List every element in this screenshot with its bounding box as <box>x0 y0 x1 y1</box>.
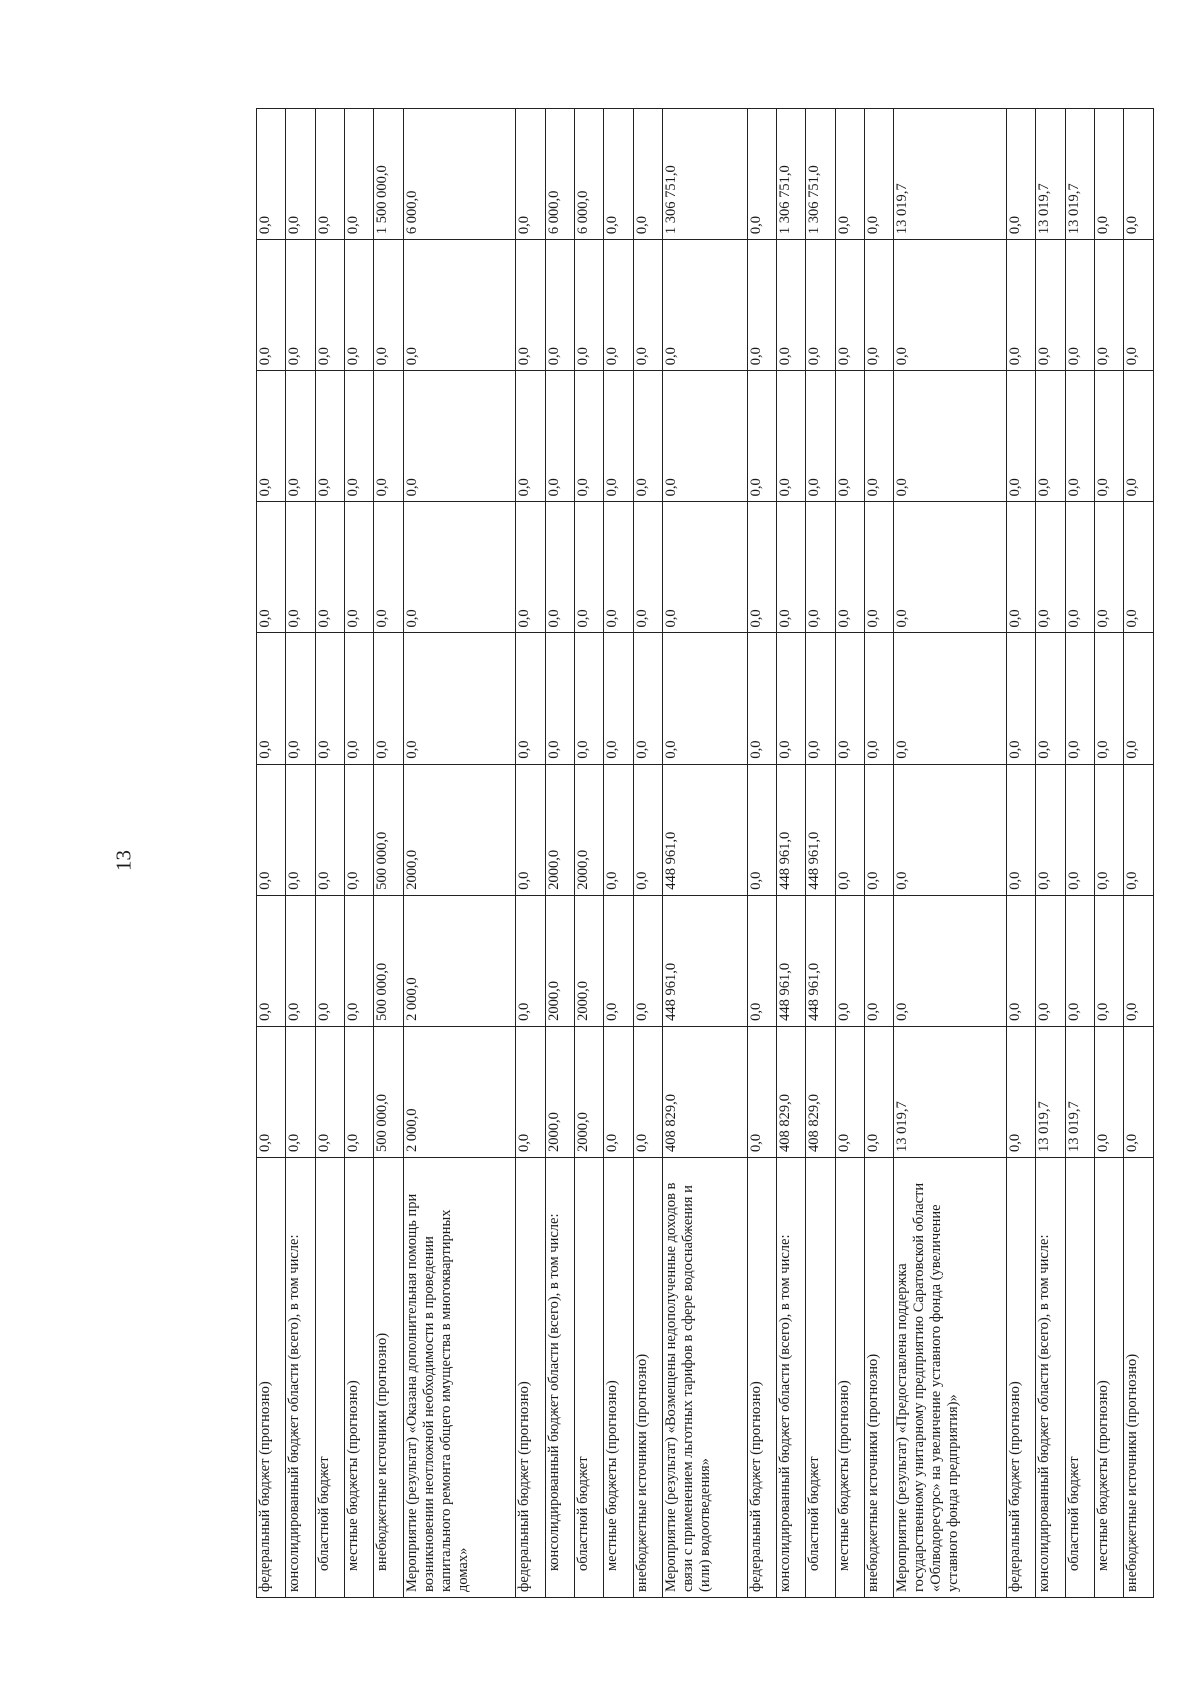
table-cell-value: 0,0 <box>286 1026 315 1157</box>
table-row <box>604 109 633 1598</box>
table-cell-value: 0,0 <box>315 109 344 240</box>
table-cell-value: 0,0 <box>315 502 344 633</box>
table-cell-value: 0,0 <box>374 502 403 633</box>
table-row <box>1095 109 1124 1598</box>
table-cell-value: 6 000,0 <box>403 109 516 240</box>
table-cell-value: 0,0 <box>1065 895 1094 1026</box>
table-row <box>315 109 344 1598</box>
table-cell-value: 0,0 <box>574 633 603 764</box>
table-cell-value: 0,0 <box>604 1026 633 1157</box>
table-cell-value: 0,0 <box>633 502 662 633</box>
table-cell-value: 1 306 751,0 <box>806 109 835 240</box>
table-row <box>257 109 286 1598</box>
table-cell-value: 0,0 <box>516 764 545 895</box>
table-cell-value: 0,0 <box>1036 764 1065 895</box>
table-row <box>662 109 747 1598</box>
table-cell-value: 0,0 <box>835 240 864 371</box>
table-cell-value: 448 961,0 <box>662 895 747 1026</box>
table-cell-value: 0,0 <box>574 502 603 633</box>
row-label: местные бюджеты (прогнозно) <box>835 1158 864 1598</box>
table-cell-value: 0,0 <box>1007 240 1036 371</box>
budget-table-wrapper <box>256 108 1154 1598</box>
table-cell-value: 408 829,0 <box>806 1026 835 1157</box>
table-cell-value: 0,0 <box>1095 502 1124 633</box>
table-cell-value: 0,0 <box>806 371 835 502</box>
table-cell-value: 0,0 <box>257 895 286 1026</box>
table-cell-value: 0,0 <box>1124 109 1154 240</box>
table-cell-value: 0,0 <box>1007 1026 1036 1157</box>
table-cell-value: 0,0 <box>604 633 633 764</box>
table-cell-value: 0,0 <box>516 502 545 633</box>
table-cell-value: 0,0 <box>604 240 633 371</box>
table-cell-value: 0,0 <box>1124 502 1154 633</box>
row-label: внебюджетные источники (прогнозно) <box>865 1158 894 1598</box>
table-cell-value: 0,0 <box>806 240 835 371</box>
table-cell-value: 2000,0 <box>574 895 603 1026</box>
table-cell-value: 0,0 <box>345 502 374 633</box>
table-cell-value: 0,0 <box>894 633 1007 764</box>
table-cell-value: 0,0 <box>1095 895 1124 1026</box>
table-cell-value: 13 019,7 <box>1065 1026 1094 1157</box>
table-cell-value: 0,0 <box>662 240 747 371</box>
table-cell-value: 0,0 <box>403 502 516 633</box>
table-cell-value: 0,0 <box>1095 633 1124 764</box>
table-cell-value: 0,0 <box>662 633 747 764</box>
table-cell-value: 0,0 <box>257 240 286 371</box>
row-label: местные бюджеты (прогнозно) <box>345 1158 374 1598</box>
table-cell-value: 0,0 <box>286 109 315 240</box>
table-row <box>1036 109 1065 1598</box>
table-cell-value: 0,0 <box>865 764 894 895</box>
row-label: внебюджетные источники (прогнозно) <box>1124 1158 1154 1598</box>
table-row <box>545 109 574 1598</box>
table-row <box>835 109 864 1598</box>
table-cell-value: 0,0 <box>1007 633 1036 764</box>
table-cell-value: 0,0 <box>835 502 864 633</box>
table-cell-value: 0,0 <box>1124 764 1154 895</box>
table-cell-value: 0,0 <box>604 895 633 1026</box>
table-cell-value: 0,0 <box>374 633 403 764</box>
table-row <box>777 109 806 1598</box>
table-cell-value: 0,0 <box>1095 764 1124 895</box>
table-cell-value: 0,0 <box>1007 502 1036 633</box>
table-cell-value: 0,0 <box>747 895 776 1026</box>
table-row <box>574 109 603 1598</box>
table-cell-value: 0,0 <box>286 633 315 764</box>
table-cell-value: 0,0 <box>516 240 545 371</box>
table-cell-value: 0,0 <box>633 1026 662 1157</box>
table-cell-value: 0,0 <box>1095 371 1124 502</box>
table-cell-value: 0,0 <box>315 895 344 1026</box>
table-cell-value: 408 829,0 <box>777 1026 806 1157</box>
table-cell-value: 2 000,0 <box>403 895 516 1026</box>
table-cell-value: 2 000,0 <box>403 1026 516 1157</box>
table-cell-value: 0,0 <box>345 109 374 240</box>
table-cell-value: 0,0 <box>315 240 344 371</box>
table-cell-value: 500 000,0 <box>374 895 403 1026</box>
table-cell-value: 0,0 <box>257 1026 286 1157</box>
table-cell-value: 0,0 <box>633 764 662 895</box>
table-cell-value: 0,0 <box>1095 240 1124 371</box>
table-cell-value: 500 000,0 <box>374 764 403 895</box>
table-cell-value: 0,0 <box>1124 1026 1154 1157</box>
table-cell-value: 0,0 <box>257 371 286 502</box>
page-number: 13 <box>111 850 136 871</box>
row-label: федеральный бюджет (прогнозно) <box>747 1158 776 1598</box>
table-cell-value: 0,0 <box>345 764 374 895</box>
table-row <box>374 109 403 1598</box>
table-cell-value: 0,0 <box>545 371 574 502</box>
row-label: внебюджетные источники (прогнозно) <box>374 1158 403 1598</box>
table-cell-value: 2000,0 <box>574 1026 603 1157</box>
table-cell-value: 0,0 <box>403 240 516 371</box>
table-row <box>1065 109 1094 1598</box>
table-cell-value: 0,0 <box>662 502 747 633</box>
table-cell-value: 0,0 <box>257 633 286 764</box>
table-row <box>633 109 662 1598</box>
table-cell-value: 0,0 <box>1124 371 1154 502</box>
table-cell-value: 6 000,0 <box>545 109 574 240</box>
table-cell-value: 0,0 <box>1007 895 1036 1026</box>
table-cell-value: 0,0 <box>574 371 603 502</box>
table-cell-value: 0,0 <box>835 371 864 502</box>
table-cell-value: 448 961,0 <box>777 764 806 895</box>
row-label: областной бюджет <box>574 1158 603 1598</box>
table-cell-value: 13 019,7 <box>894 109 1007 240</box>
table-cell-value: 448 961,0 <box>662 764 747 895</box>
table-cell-value: 2000,0 <box>403 764 516 895</box>
table-cell-value: 0,0 <box>777 240 806 371</box>
table-cell-value: 0,0 <box>1036 371 1065 502</box>
table-cell-value: 0,0 <box>894 502 1007 633</box>
table-cell-value: 0,0 <box>516 633 545 764</box>
table-cell-value: 0,0 <box>1095 1026 1124 1157</box>
table-row <box>1124 109 1154 1598</box>
table-cell-value: 0,0 <box>545 240 574 371</box>
table-cell-value: 0,0 <box>777 371 806 502</box>
table-cell-value: 0,0 <box>806 633 835 764</box>
table-cell-value: 0,0 <box>516 895 545 1026</box>
row-label: Мероприятие (результат) «Оказана дополнительная помощь при возникновении неотложной необходимости в проведении капитального ремонта общего имущества в многоквартирных домах» <box>403 1158 516 1598</box>
row-label: консолидированный бюджет области (всего), в том числе: <box>1036 1158 1065 1598</box>
table-cell-value: 0,0 <box>777 502 806 633</box>
table-cell-value: 0,0 <box>286 895 315 1026</box>
table-cell-value: 0,0 <box>403 633 516 764</box>
table-cell-value: 0,0 <box>1065 371 1094 502</box>
table-cell-value: 0,0 <box>865 371 894 502</box>
table-cell-value: 0,0 <box>1007 109 1036 240</box>
table-cell-value: 0,0 <box>865 502 894 633</box>
table-cell-value: 0,0 <box>1065 633 1094 764</box>
table-cell-value: 0,0 <box>286 240 315 371</box>
table-cell-value: 0,0 <box>1007 764 1036 895</box>
table-cell-value: 0,0 <box>894 371 1007 502</box>
table-cell-value: 0,0 <box>286 764 315 895</box>
table-cell-value: 0,0 <box>545 502 574 633</box>
table-cell-value: 0,0 <box>865 1026 894 1157</box>
table-cell-value: 0,0 <box>835 895 864 1026</box>
table-row <box>806 109 835 1598</box>
row-label: внебюджетные источники (прогнозно) <box>633 1158 662 1598</box>
table-cell-value: 2000,0 <box>545 895 574 1026</box>
table-cell-value: 0,0 <box>806 502 835 633</box>
table-row <box>403 109 516 1598</box>
table-cell-value: 0,0 <box>835 109 864 240</box>
table-cell-value: 0,0 <box>1036 240 1065 371</box>
table-cell-value: 0,0 <box>633 109 662 240</box>
table-cell-value: 0,0 <box>633 633 662 764</box>
table-cell-value: 0,0 <box>1065 502 1094 633</box>
table-cell-value: 0,0 <box>633 895 662 1026</box>
row-label: Мероприятие (результат) «Предоставлена поддержка государственному унитарному предприятию Саратовской области «Облводоресурс» на увеличение уставного фонда (увеличение уставного фонда предприятия)» <box>894 1158 1007 1598</box>
table-cell-value: 408 829,0 <box>662 1026 747 1157</box>
table-cell-value: 2000,0 <box>545 1026 574 1157</box>
table-cell-value: 500 000,0 <box>374 1026 403 1157</box>
budget-table <box>256 108 1154 1598</box>
table-cell-value: 0,0 <box>835 1026 864 1157</box>
table-cell-value: 2000,0 <box>545 764 574 895</box>
table-cell-value: 448 961,0 <box>777 895 806 1026</box>
table-cell-value: 0,0 <box>747 764 776 895</box>
table-cell-value: 0,0 <box>345 240 374 371</box>
table-cell-value: 0,0 <box>894 240 1007 371</box>
row-label: консолидированный бюджет области (всего), в том числе: <box>545 1158 574 1598</box>
table-cell-value: 0,0 <box>315 1026 344 1157</box>
table-cell-value: 0,0 <box>257 764 286 895</box>
table-cell-value: 0,0 <box>403 371 516 502</box>
table-cell-value: 448 961,0 <box>806 895 835 1026</box>
table-cell-value: 0,0 <box>747 1026 776 1157</box>
table-row <box>747 109 776 1598</box>
row-label: федеральный бюджет (прогнозно) <box>257 1158 286 1598</box>
table-cell-value: 0,0 <box>345 371 374 502</box>
table-row <box>1007 109 1036 1598</box>
table-cell-value: 0,0 <box>1124 633 1154 764</box>
table-cell-value: 13 019,7 <box>1036 109 1065 240</box>
table-cell-value: 0,0 <box>894 895 1007 1026</box>
row-label: федеральный бюджет (прогнозно) <box>516 1158 545 1598</box>
table-cell-value: 0,0 <box>1065 240 1094 371</box>
row-label: консолидированный бюджет области (всего), в том числе: <box>286 1158 315 1598</box>
table-cell-value: 0,0 <box>345 895 374 1026</box>
table-cell-value: 0,0 <box>1095 109 1124 240</box>
table-cell-value: 1 500 000,0 <box>374 109 403 240</box>
table-cell-value: 0,0 <box>315 764 344 895</box>
table-cell-value: 0,0 <box>1124 240 1154 371</box>
table-cell-value: 0,0 <box>865 895 894 1026</box>
table-cell-value: 0,0 <box>604 371 633 502</box>
table-cell-value: 0,0 <box>835 633 864 764</box>
table-cell-value: 0,0 <box>574 240 603 371</box>
row-label: местные бюджеты (прогнозно) <box>604 1158 633 1598</box>
table-cell-value: 0,0 <box>315 371 344 502</box>
table-cell-value: 0,0 <box>633 371 662 502</box>
table-cell-value: 0,0 <box>286 371 315 502</box>
row-label: областной бюджет <box>1065 1158 1094 1598</box>
table-cell-value: 0,0 <box>345 633 374 764</box>
table-cell-value: 1 306 751,0 <box>777 109 806 240</box>
table-row <box>345 109 374 1598</box>
table-cell-value: 0,0 <box>1124 895 1154 1026</box>
table-cell-value: 13 019,7 <box>1065 109 1094 240</box>
row-label: федеральный бюджет (прогнозно) <box>1007 1158 1036 1598</box>
table-cell-value: 0,0 <box>894 764 1007 895</box>
table-cell-value: 0,0 <box>1036 895 1065 1026</box>
table-cell-value: 0,0 <box>516 109 545 240</box>
row-label: консолидированный бюджет области (всего), в том числе: <box>777 1158 806 1598</box>
table-cell-value: 0,0 <box>374 240 403 371</box>
table-cell-value: 0,0 <box>1007 371 1036 502</box>
table-cell-value: 0,0 <box>1036 502 1065 633</box>
table-cell-value: 0,0 <box>516 371 545 502</box>
row-label: областной бюджет <box>315 1158 344 1598</box>
table-row <box>516 109 545 1598</box>
table-cell-value: 0,0 <box>604 764 633 895</box>
table-cell-value: 0,0 <box>315 633 344 764</box>
table-cell-value: 0,0 <box>747 633 776 764</box>
row-label: Мероприятие (результат) «Возмещены недополученные доходов в связи с применением льготных тарифов в сфере водоснабжения и (или) водоотведения» <box>662 1158 747 1598</box>
table-cell-value: 2000,0 <box>574 764 603 895</box>
table-cell-value: 0,0 <box>747 109 776 240</box>
row-label: местные бюджеты (прогнозно) <box>1095 1158 1124 1598</box>
table-cell-value: 6 000,0 <box>574 109 603 240</box>
table-cell-value: 0,0 <box>257 502 286 633</box>
table-cell-value: 13 019,7 <box>1036 1026 1065 1157</box>
table-cell-value: 0,0 <box>604 109 633 240</box>
table-cell-value: 13 019,7 <box>894 1026 1007 1157</box>
table-cell-value: 0,0 <box>604 502 633 633</box>
row-label: областной бюджет <box>806 1158 835 1598</box>
table-cell-value: 0,0 <box>747 240 776 371</box>
table-cell-value: 0,0 <box>1065 764 1094 895</box>
table-cell-value: 0,0 <box>777 633 806 764</box>
table-cell-value: 0,0 <box>747 502 776 633</box>
table-cell-value: 0,0 <box>257 109 286 240</box>
table-cell-value: 0,0 <box>633 240 662 371</box>
table-cell-value: 0,0 <box>1036 633 1065 764</box>
table-cell-value: 0,0 <box>374 371 403 502</box>
table-cell-value: 0,0 <box>345 1026 374 1157</box>
table-row <box>865 109 894 1598</box>
budget-table-body <box>257 109 1154 1598</box>
table-cell-value: 0,0 <box>516 1026 545 1157</box>
table-cell-value: 1 306 751,0 <box>662 109 747 240</box>
table-cell-value: 0,0 <box>747 371 776 502</box>
table-cell-value: 0,0 <box>662 371 747 502</box>
table-cell-value: 0,0 <box>286 502 315 633</box>
table-cell-value: 0,0 <box>545 633 574 764</box>
table-row <box>286 109 315 1598</box>
table-cell-value: 0,0 <box>835 764 864 895</box>
table-cell-value: 0,0 <box>865 633 894 764</box>
table-row <box>894 109 1007 1598</box>
table-cell-value: 448 961,0 <box>806 764 835 895</box>
table-cell-value: 0,0 <box>865 240 894 371</box>
table-cell-value: 0,0 <box>865 109 894 240</box>
